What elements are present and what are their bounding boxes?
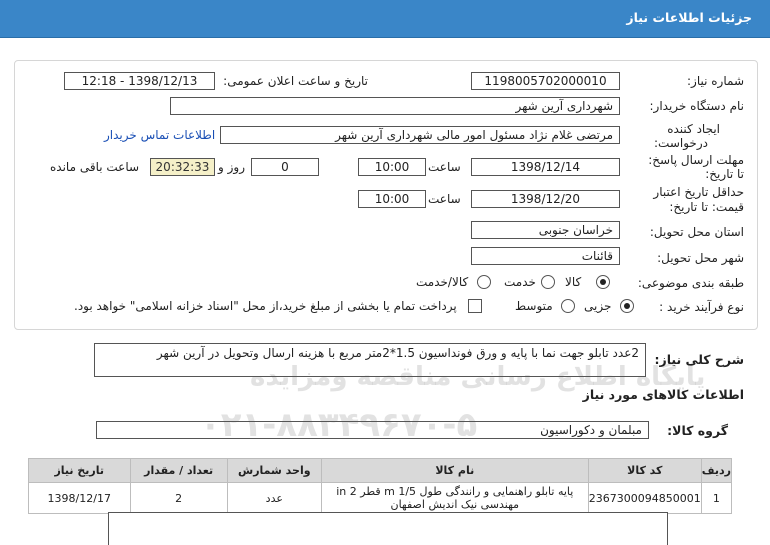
requester-label-2: درخواست: <box>654 136 708 150</box>
description-field: 2عدد تابلو جهت نما با پایه و ورق فونداسیون 1.5*2متر مربع با هزینه ارسال وتحویل در آرین شهر <box>94 343 646 377</box>
col-header-unit: واحد شمارش <box>227 459 321 483</box>
category-goods-label: کالا <box>565 275 582 289</box>
cell-goods-code: 2367300094850001 <box>588 483 701 514</box>
goods-group-field: مبلمان و دکوراسیون <box>96 421 649 439</box>
buyer-org-label: نام دستگاه خریدار: <box>649 99 744 113</box>
treasury-note: پرداخت تمام یا بخشی از مبلغ خرید،از محل "اسناد خزانه اسلامی" خواهد بود. <box>74 299 457 313</box>
col-header-need-date: تاریخ نیاز <box>29 459 131 483</box>
deadline-label-2: تا تاریخ: <box>705 167 744 181</box>
province-label: استان محل تحویل: <box>649 225 744 239</box>
validity-date-field: 1398/12/20 <box>471 190 620 208</box>
category-service-radio[interactable] <box>541 275 555 289</box>
need-number-field: 1198005702000010 <box>471 72 620 90</box>
deadline-label-1: مهلت ارسال پاسخ: <box>648 153 744 167</box>
deadline-date-field: 1398/12/14 <box>471 158 620 176</box>
purchase-type-label: نوع فرآیند خرید : <box>659 300 744 314</box>
purchase-minor-label: جزیی <box>584 299 612 313</box>
goods-group-label: گروه کالا: <box>667 423 728 438</box>
remaining-time-field: 20:32:33 <box>150 158 215 176</box>
category-both-radio[interactable] <box>477 275 491 289</box>
category-label: طبقه بندی موضوعی: <box>637 276 744 290</box>
city-label: شهر محل تحویل: <box>657 251 744 265</box>
validity-label-2: قیمت: تا تاریخ: <box>669 200 744 214</box>
requester-label-1: ایجاد کننده <box>667 122 720 136</box>
deadline-time-field: 10:00 <box>358 158 426 176</box>
category-goods-radio[interactable] <box>596 275 610 289</box>
deadline-days-label: روز و <box>218 160 245 174</box>
title-bar <box>0 0 770 38</box>
validity-time-field: 10:00 <box>358 190 426 208</box>
deadline-time-label: ساعت <box>428 160 461 174</box>
table-row <box>29 483 732 514</box>
cell-goods-name: پایه تابلو راهنمایی و رانندگی طول m 1/5 قطر in 2 مهندسی نیک اندیش اصفهان <box>321 483 588 514</box>
description-label: شرح کلی نیاز: <box>654 352 744 367</box>
buyer-org-field: شهرداری آرین شهر <box>170 97 620 115</box>
deadline-days-field: 0 <box>251 158 319 176</box>
category-both-label: کالا/خدمت <box>416 275 469 289</box>
remaining-time-label: ساعت باقی مانده <box>50 160 140 174</box>
goods-info-title: اطلاعات کالاهای مورد نیاز <box>582 387 744 402</box>
page-title: جزئیات اطلاعات نیاز <box>626 10 752 25</box>
col-header-goods-name: نام کالا <box>321 459 588 483</box>
purchase-medium-label: متوسط <box>515 299 553 313</box>
cell-need-date: 1398/12/17 <box>29 483 131 514</box>
watermark-line1: پایگاه اطلاع رسانی مناقصه ومزایده <box>250 362 706 392</box>
province-field: خراسان جنوبی <box>471 221 620 239</box>
col-header-goods-code: کد کالا <box>588 459 701 483</box>
announce-field: 1398/12/13 - 12:18 <box>64 72 215 90</box>
notes-box <box>108 512 668 545</box>
table-header-row <box>29 459 732 483</box>
validity-label-1: حداقل تاریخ اعتبار <box>653 185 744 199</box>
requester-field: مرتضی غلام نژاد مسئول امور مالی شهرداری آرین شهر <box>220 126 620 144</box>
city-field: قائنات <box>471 247 620 265</box>
cell-quantity: 2 <box>130 483 227 514</box>
treasury-checkbox[interactable] <box>468 299 482 313</box>
purchase-minor-radio[interactable] <box>620 299 634 313</box>
need-number-label: شماره نیاز: <box>687 74 744 88</box>
purchase-medium-radio[interactable] <box>561 299 575 313</box>
validity-time-label: ساعت <box>428 192 461 206</box>
category-service-label: خدمت <box>504 275 536 289</box>
col-header-row-number: ردیف <box>701 459 731 483</box>
buyer-contact-link[interactable]: اطلاعات تماس خریدار <box>104 128 216 142</box>
announce-label: تاریخ و ساعت اعلان عمومی: <box>223 74 368 88</box>
watermark-line2: ۰۲۱-۸۸۳۴۹۶۷۰-۵ <box>200 405 478 445</box>
goods-table <box>28 458 732 514</box>
col-header-quantity: تعداد / مقدار <box>130 459 227 483</box>
cell-unit: عدد <box>227 483 321 514</box>
cell-row-number: 1 <box>701 483 731 514</box>
